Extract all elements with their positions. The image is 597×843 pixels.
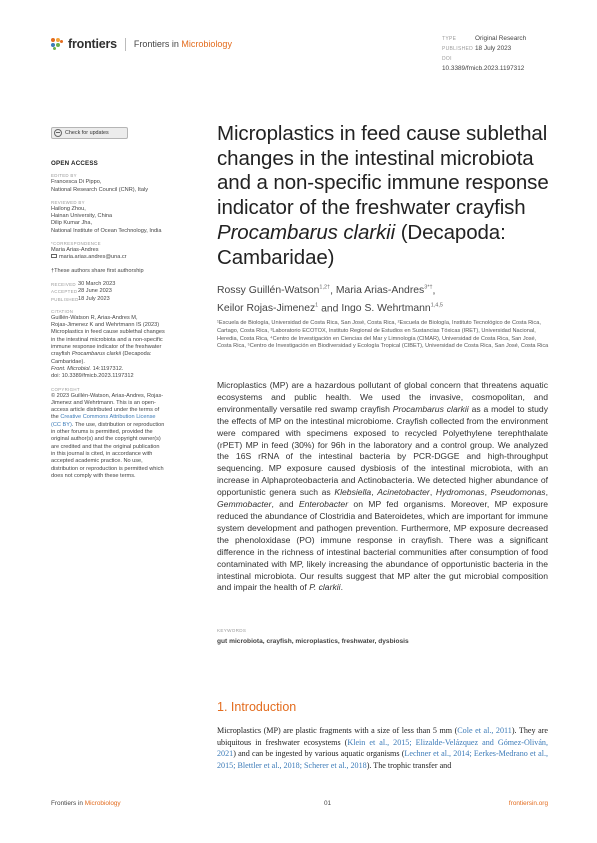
check-for-updates-button[interactable] — [51, 127, 128, 139]
edited-by-block: EDITED BY Francesca Di Pippo, National Research Council (CNR), Italy — [51, 173, 148, 193]
abstract: Microplastics (MP) are a hazardous pollutant of global concern that threatens aquatic ecosystems and public health. We used the invasive, cosmopolitan, and environmentally versatile red swamp crayfish Procambarus clarkii as a model to study the effects of MP on the intestinal microbiome. Crayfish collected from the environment were compared with specimens exposed to recycled Polyethylene terephthalate (rPET) MP in feed (30%) for 96h in the laboratory and a control group. We analyzed the 16S rRNA of the intestinal bacteria by PCR-DGGE and high-throughput sequencing. MP exposure caused dysbiosis of the intestinal microbiota, with an increase in Alphaproteobacteria and Actinobacteria. We detected higher abundance of opportunistic genera such as Klebsiella, Acinetobacter, Hydromonas, Pseudomonas, Gemmobacter, and Enterobacter on MP fed organisms. Moreover, MP exposure reduced the abundance of Clostridia and Bateroidetes, which are important for immune system development and pathogen prevention. Furthermore, MP exposure decreased the phenoloxidase (PO) immune response in crayfish. There was a significant difference in the richness of intestinal bacterial communities after consumption of food contaminated with MP, likely increasing the abundance of opportunistic bacteria in the intestinal microbiota. Our results suggest that MP alter the gut microbial composition and impair the health of P. clarkii. — [217, 380, 548, 593]
open-access-label: OPEN ACCESS — [51, 160, 99, 167]
author[interactable]: Ingo S. Wehrtmann$^{1,4,5}$ — [341, 302, 443, 315]
reviewed-by-block: REVIEWED BY Hailong Zhou, Hainan University, China Dilip Kumar Jha, National Institute of Ocean Technology, India — [51, 199, 162, 234]
first-author-note: †These authors share first authorship — [51, 267, 144, 274]
mail-icon — [51, 254, 57, 258]
keywords: gut microbiota, crayfish, microplastics, freshwater, dysbiosis — [217, 638, 409, 645]
article-sidebar — [51, 160, 201, 486]
frontiers-logo[interactable] — [51, 37, 232, 51]
frontiers-logo-icon — [51, 38, 64, 51]
footer-site-link[interactable]: frontiersin.org — [508, 800, 548, 807]
page-header — [51, 34, 551, 72]
meta-type: TYPE Original Research — [442, 35, 527, 42]
dates-block: RECEIVED 30 March 2023 ACCEPTED 28 June 2023 PUBLISHED 18 July 2023 — [51, 280, 116, 302]
page-footer — [51, 800, 548, 810]
article-meta — [442, 34, 551, 73]
citation-block: CITATION Guillén-Watson R, Arias-Andres M, Rojas-Jimenez K and Wehrtmann IS (2023) Microplastics in feed cause sublethal changes in the intestinal microbiota and a non-specific immune response indicator of the freshwater crayfish Procambarus clarkii (Decapoda: Cambaridae). Front. Microbiol. 14:1197312. doi: 10.3389/fmicb.2023.1197312 — [51, 309, 201, 381]
refresh-icon — [54, 129, 62, 137]
license-link-cc-by[interactable]: (CC BY) — [51, 421, 72, 428]
logo-text: frontiers — [68, 37, 117, 51]
reference-link[interactable]: Lechner et al., 2014; Eerkes-Medrano et al., 2015; Blettler et al., 2018; Scherer et al., 2018 — [217, 749, 548, 771]
logo-divider — [125, 38, 126, 51]
check-updates-label: Check for updates — [65, 130, 109, 136]
reference-link[interactable]: Klein et al., 2015; Elizalde-Velázquez and Gómez-Oliván, 2021 — [217, 737, 548, 759]
correspondence-block: *CORRESPONDENCE Maria Arias-Andres maria.arias.andres@una.cr — [51, 241, 201, 262]
author[interactable]: Maria Arias-Andres$^{3*\dagger}$ — [335, 285, 433, 297]
intro-paragraph: Microplastics (MP) are plastic fragments with a size of less than 5 mm (Cole et al., 2011). They are ubiquitous in freshwater ecosystems (Klein et al., 2015; Elizalde-Velázquez and Gómez-Oliván, 2021) and can be ingested by various aquatic organisms (Lechner et al., 2014; Eerkes-Medrano et al., 2015; Blettler et al., 2018; Scherer et al., 2018). The trophic transfer and — [217, 726, 548, 771]
article-title: Microplastics in feed cause sublethal changes in the intestinal microbiota and a non-specific immune response indicator of the freshwater crayfish Procambarus clarkii (Decapoda: Cambaridae) — [217, 122, 549, 269]
reference-link[interactable]: Cole et al., 2011 — [457, 726, 512, 735]
affiliations: ¹Escuela de Biología, Universidad de Costa Rica, San José, Costa Rica, ²Escuela de Biología, Instituto Tecnológico de Costa Rica, Cartago, Costa Rica, ³Laboratorio ECOTOX, Instituto Regional de Estudios en Sustancias Tóxicas (IRET), Universidad Nacional, Heredia, Costa Rica, ⁴Centro de Investigación en Ciencias del Mar y Limnología (CIMAR), Universidad de Costa Rica, San José, Costa Rica, ⁵Centro de Investigación en Biodiversidad y Ecología Tropical (CIBET), Universidad de Costa Rica, San José, Costa Rica — [217, 320, 549, 350]
correspondence-email[interactable]: maria.arias.andres@una.cr — [51, 254, 201, 261]
license-link[interactable]: Creative Commons Attribution License — [60, 414, 156, 421]
meta-doi: DOI10.3389/fmicb.2023.1197312 — [442, 56, 525, 72]
author-list: Rossy Guillén-Watson$^{1,2\dagger}$, Maria Arias-Andres$^{3*\dagger}$, Keilor Rojas-Jimenez$^1$ and Ingo S. Wehrtmann$^{1,4,5}$ — [217, 285, 443, 315]
meta-published: PUBLISHED 18 July 2023 — [442, 45, 512, 52]
page-number: 01 — [324, 800, 332, 807]
author[interactable]: Rossy Guillén-Watson$^{1,2\dagger}$ — [217, 285, 331, 297]
keywords-label: KEYWORDS — [217, 628, 247, 633]
journal-name: Frontiers in Microbiology — [133, 39, 232, 49]
author[interactable]: Keilor Rojas-Jimenez$^1$ — [217, 302, 319, 315]
citation-doi[interactable]: doi: 10.3389/fmicb.2023.1197312 — [51, 373, 134, 380]
footer-journal: Frontiers in Microbiology — [51, 800, 121, 807]
section-heading-introduction: 1. Introduction — [217, 700, 297, 714]
copyright-block: COPYRIGHT © 2023 Guillén-Watson, Arias-Andres, Rojas- Jimenez and Wehrtmann. This is an open- access article distributed under the terms of the Creative Commons Attribution License (CC BY). The use, distribution or reproduction in other forums is permitted, provided the original author(s) and the copyright owner(s) are credited and that the original publication in this journal is cited, in accordance with accepted academic practice. No use, distribution or reproduction is permitted which does not comply with these terms. — [51, 386, 165, 479]
